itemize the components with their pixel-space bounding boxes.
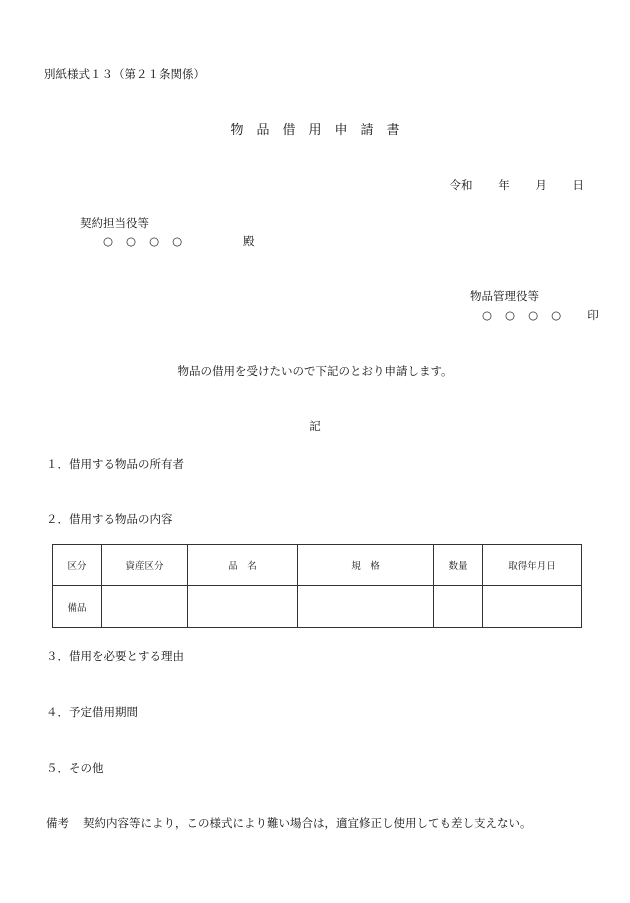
header-category: 区分	[53, 545, 102, 586]
goods-table	[52, 544, 582, 628]
placeholder-circle: ○	[126, 234, 137, 248]
date-month: 月	[535, 178, 547, 192]
placeholder-circle: ○	[149, 234, 160, 248]
addressee-name-placeholder	[103, 236, 182, 248]
ki-heading: 記	[309, 419, 321, 433]
remarks	[46, 818, 532, 830]
remarks-text: 契約内容等により，この様式により難い場合は，適宜修正し使用しても差し支えない。	[83, 816, 532, 830]
cell-specification[interactable]	[298, 586, 434, 628]
request-statement: 物品の借用を受けたいので下記のとおり申請します。	[177, 364, 453, 378]
addressee-title: 契約担当役等	[80, 216, 149, 230]
item-other: ５．その他	[46, 761, 104, 775]
seal-mark: 印	[587, 308, 599, 322]
item-contents: ２．借用する物品の内容	[46, 512, 173, 526]
header-specification: 規 格	[298, 545, 434, 586]
header-quantity: 数量	[434, 545, 483, 586]
item-owner: １．借用する物品の所有者	[46, 457, 184, 471]
item-reason: ３．借用を必要とする理由	[46, 649, 184, 663]
cell-quantity[interactable]	[434, 586, 483, 628]
applicant-title: 物品管理役等	[470, 289, 539, 303]
placeholder-circle: ○	[172, 234, 183, 248]
cell-item-name[interactable]	[188, 586, 298, 628]
item-period: ４．予定借用期間	[46, 705, 138, 719]
date-line	[450, 180, 584, 192]
header-acquisition-date: 取得年月日	[483, 545, 582, 586]
header-item-name: 品 名	[188, 545, 298, 586]
date-year: 年	[498, 178, 510, 192]
placeholder-circle: ○	[528, 308, 539, 322]
cell-category: 備品	[53, 586, 102, 628]
remarks-label: 備考	[46, 816, 69, 830]
applicant-name-placeholder	[482, 310, 599, 322]
document-title: 物 品 借 用 申 請 書	[230, 123, 400, 138]
table-row	[53, 586, 582, 628]
date-era: 令和	[449, 178, 473, 192]
addressee-honorific: 殿	[243, 234, 255, 248]
form-number: 別紙様式１３（第２１条関係）	[44, 67, 205, 81]
date-day: 日	[572, 178, 584, 192]
placeholder-circle: ○	[551, 308, 562, 322]
placeholder-circle: ○	[103, 234, 114, 248]
placeholder-circle: ○	[482, 308, 493, 322]
placeholder-circle: ○	[505, 308, 516, 322]
cell-acquisition-date[interactable]	[483, 586, 582, 628]
table-header-row	[53, 545, 582, 586]
cell-asset-category[interactable]	[102, 586, 188, 628]
header-asset-category: 資産区分	[102, 545, 188, 586]
